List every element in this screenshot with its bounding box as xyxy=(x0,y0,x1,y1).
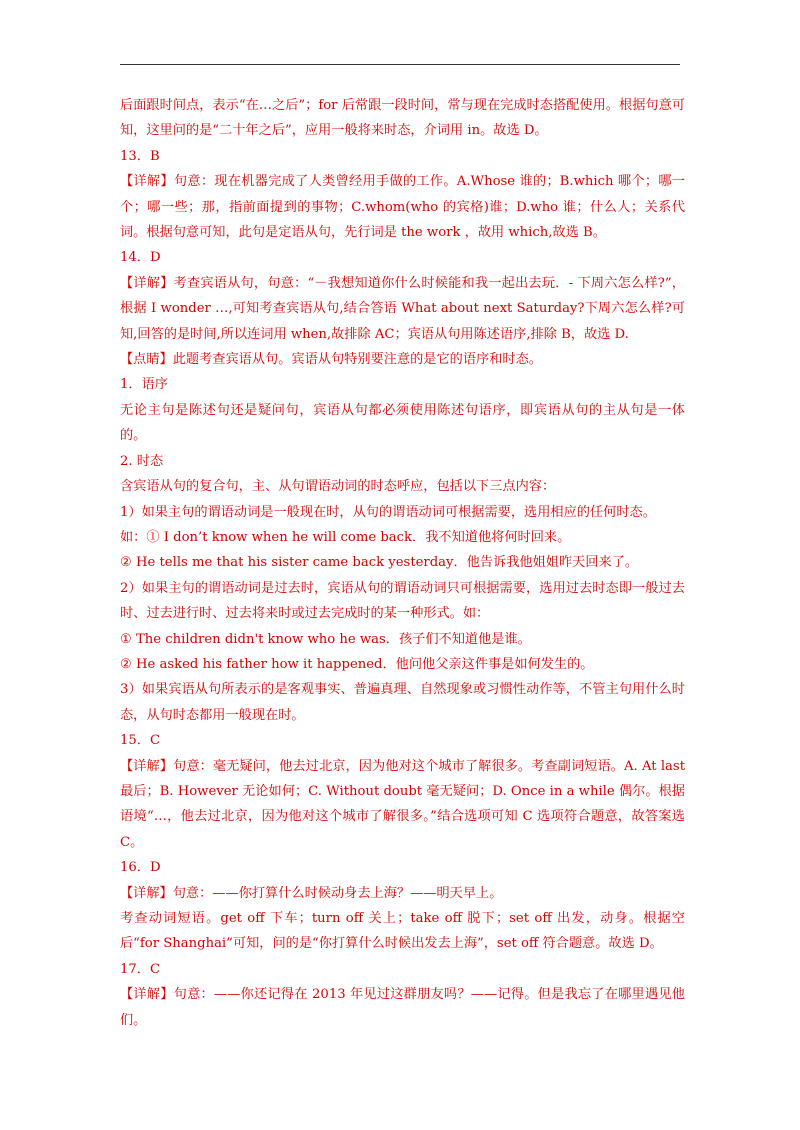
note-14: 【点睛】此题考查宾语从句。宾语从句特别要注意的是它的语序和时态。 xyxy=(120,352,542,368)
answer-16: 16．D xyxy=(120,860,161,876)
example-3: ① The children didn't know who he was．孩子们不知道他是谁。 xyxy=(120,631,531,647)
explanation-16-detail: 考查动词短语。get off 下车；turn off 关上；take off 脱下；set off 出发，动身。根据空后“for Shanghai”可知，问的是“你打算什么时候出发去上海”，set off 符合题意。故选 D。 xyxy=(120,911,685,952)
example-4: ② He asked his father how it happened．他问他父亲这件事是如何发生的。 xyxy=(120,656,594,672)
explanation-13: 【详解】句意：现在机器完成了人类曾经用手做的工作。A.Whose 谁的；B.which 哪个；哪一个；哪一些；那，指前面提到的事物；C.whom(who 的宾格)谁；D.who 谁；什么人；关系代词。根据句意可知，此句是定语从句，先行词是 the work ，故用 which,故选 B。 xyxy=(120,174,685,241)
section-tense: 2. 时态 xyxy=(120,453,164,469)
answer-17: 17．C xyxy=(120,961,161,977)
explanation-17: 【详解】句意：——你还记得在 2013 年见过这群朋友吗？——记得。但是我忘了在哪里遇见他们。 xyxy=(120,987,685,1028)
example-1: 如：① I don’t know when he will come back．我不知道他将何时回来。 xyxy=(120,529,571,545)
explanation-16: 【详解】句意：——你打算什么时候动身去上海？——明天早上。 xyxy=(120,885,503,901)
tense-intro: 含宾语从句的复合句，主、从句谓语动词的时态呼应，包括以下三点内容： xyxy=(120,479,556,495)
explanation-14: 【详解】考查宾语从句，句意：“－我想知道你什么时候能和我一起出去玩．- 下周六怎么样?”，根据 I wonder …,可知考查宾语从句,结合答语 What about next Saturday?下周六怎么样?可知,回答的是时间,所以连词用 when,故排除 AC；宾语从句用陈述语序,排除 B，故选 D. xyxy=(120,275,685,342)
tense-rule-2: 2）如果主句的谓语动词是过去时，宾语从句的谓语动词只可根据需要，选用过去时态即一般过去时、过去进行时、过去将来时或过去完成时的某一种形式。如： xyxy=(120,580,685,622)
paragraph-continuation: 后面跟时间点，表示“在…之后”；for 后常跟一段时间，常与现在完成时态搭配使用。根据句意可知，这里问的是“二十年之后”，应用一般将来时态，介词用 in。故选 D。 xyxy=(120,98,685,139)
header-rule xyxy=(120,64,680,65)
answer-13: 13．B xyxy=(120,148,160,164)
answer-14: 14．D xyxy=(120,250,161,266)
explanation-15: 【详解】句意：毫无疑问，他去过北京，因为他对这个城市了解很多。考查副词短语。A. At last 最后；B. However 无论如何；C. Without doubt 毫无疑问；D. Once in a while 偶尔。根据语境“…，他去过北京，因为他对这个城市了解很多。”结合选项可知 C 选项符合题意，故答案选 C。 xyxy=(120,758,685,850)
answer-explanations xyxy=(120,93,685,1033)
tense-rule-1: 1）如果主句的谓语动词是一般现在时，从句的谓语动词可根据需要，选用相应的任何时态。 xyxy=(120,504,656,520)
example-2: ② He tells me that his sister came back yesterday．他告诉我他姐姐昨天回来了。 xyxy=(120,555,639,571)
section-word-order: 1．语序 xyxy=(120,377,168,393)
tense-rule-3: 3）如果宾语从句所表示的是客观事实、普遍真理、自然现象或习惯性动作等，不管主句用什么时态，从句时态都用一般现在时。 xyxy=(120,682,685,723)
word-order-text: 无论主句是陈述句还是疑问句，宾语从句都必须使用陈述句语序，即宾语从句的主从句是一体的。 xyxy=(120,402,685,444)
answer-15: 15．C xyxy=(120,733,161,749)
